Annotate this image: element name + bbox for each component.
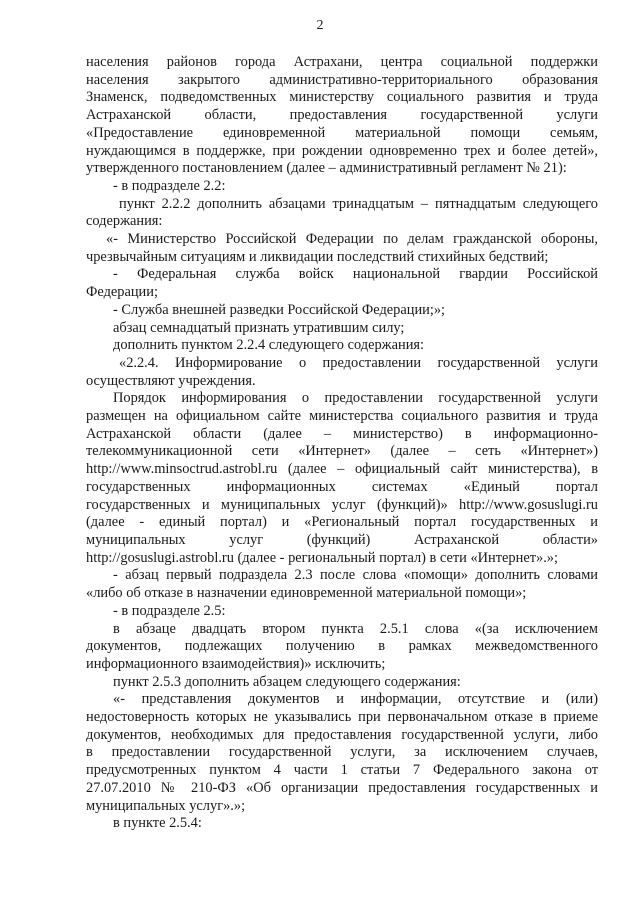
- text-line: «2.2.4. Информирование о предоставлении государственной услуги: [119, 354, 598, 371]
- text-line: населения районов города Астрахани, центра социальной поддержки: [86, 54, 598, 70]
- text-line: «либо об отказе в назначении единовременной материальной помощи»;: [86, 585, 527, 602]
- text-line: - Федеральная служба войск национальной гвардии Российской: [113, 266, 598, 283]
- text-line: пункт 2.5.3 дополнить абзацем следующего содержания:: [113, 673, 461, 690]
- text-line: Порядок информирования о предоставлении государственной услуги: [113, 390, 598, 407]
- text-line: - Служба внешней разведки Российской Федерации;»;: [113, 301, 446, 318]
- text-line: в предоставлении государственной услуги, за исключением случаев,: [86, 744, 598, 761]
- text-line: муниципальных услуг (функций) Астраханской области»: [86, 531, 598, 548]
- text-line: документов, подлежащих получению в рамках межведомственного: [86, 638, 598, 655]
- text-line: «Предоставление единовременной материальной помощи семьям,: [86, 124, 598, 141]
- text-line: http://gosuslugi.astrobl.ru (далее - региональный портал) в сети «Интернет».»;: [86, 549, 558, 566]
- text-line: Астраханской области, предоставления государственной услуги: [86, 107, 598, 124]
- text-line: - в подразделе 2.5:: [113, 602, 226, 619]
- text-line: (далее - единый портал) и «Региональный портал государственных и: [86, 514, 598, 531]
- text-line: утвержденного постановлением (далее – административный регламент № 21):: [86, 160, 567, 177]
- text-line: муниципальных услуг».»;: [86, 797, 246, 814]
- text-line: нуждающимся в поддержке, при рождении одновременно трех и более детей»,: [86, 142, 598, 159]
- text-line: абзац семнадцатый признать утратившим силу;: [113, 319, 405, 336]
- text-line: государственных информационных системах «Единый портал: [86, 478, 598, 495]
- text-line: в пункте 2.5.4:: [113, 815, 202, 832]
- text-line: «- представления документов и информации, отсутствие и (или): [113, 691, 598, 708]
- text-line: чрезвычайным ситуациям и ликвидации последствий стихийных бедствий;: [86, 248, 549, 265]
- text-line: «- Министерство Российской Федерации по делам гражданской обороны,: [106, 231, 598, 248]
- text-line: населения закрытого административно-территориального образования: [86, 71, 598, 88]
- text-line: недостоверность которых не указывались при первоначальном отказе в приеме: [86, 709, 598, 726]
- text-line: - абзац первый подраздела 2.3 после слова «помощи» дополнить словами: [113, 567, 598, 584]
- text-line: пункт 2.2.2 дополнить абзацами тринадцатым – пятнадцатым следующего: [119, 195, 598, 212]
- text-line: телекоммуникационной сети «Интернет» (далее – сеть «Интернет»): [86, 443, 598, 460]
- page-number: 2: [316, 18, 324, 33]
- text-line: Астраханской области (далее – министерство) в информационно-: [86, 425, 598, 442]
- text-line: http://www.minsoctrud.astrobl.ru (далее – официальный сайт министерства), в: [86, 461, 598, 478]
- text-line: государственных и муниципальных услуг (функций)» http://www.gosuslugi.ru: [86, 496, 598, 513]
- text-line: в абзаце двадцать втором пункта 2.5.1 слова «(за исключением: [113, 620, 598, 637]
- document-body: [86, 54, 598, 833]
- text-line: дополнить пунктом 2.2.4 следующего содержания:: [113, 337, 425, 354]
- text-line: - в подразделе 2.2:: [113, 177, 226, 194]
- text-line: содержания:: [86, 213, 163, 230]
- text-line: Знаменск, подведомственных министерству социального развития и труда: [86, 89, 598, 106]
- text-line: Федерации;: [86, 284, 158, 301]
- text-line: информационного взаимодействия)» исключить;: [86, 655, 386, 672]
- text-line: осуществляют учреждения.: [86, 372, 256, 389]
- text-line: документов, необходимых для предоставления государственной услуги, либо: [86, 726, 598, 743]
- text-line: размещен на официальном сайте министерства социального развития и труда: [86, 408, 598, 425]
- text-line: 27.07.2010 № 210-ФЗ «Об организации предоставления государственных и: [86, 779, 598, 796]
- text-line: предусмотренных пунктом 4 части 1 статьи 7 Федерального закона от: [86, 762, 598, 779]
